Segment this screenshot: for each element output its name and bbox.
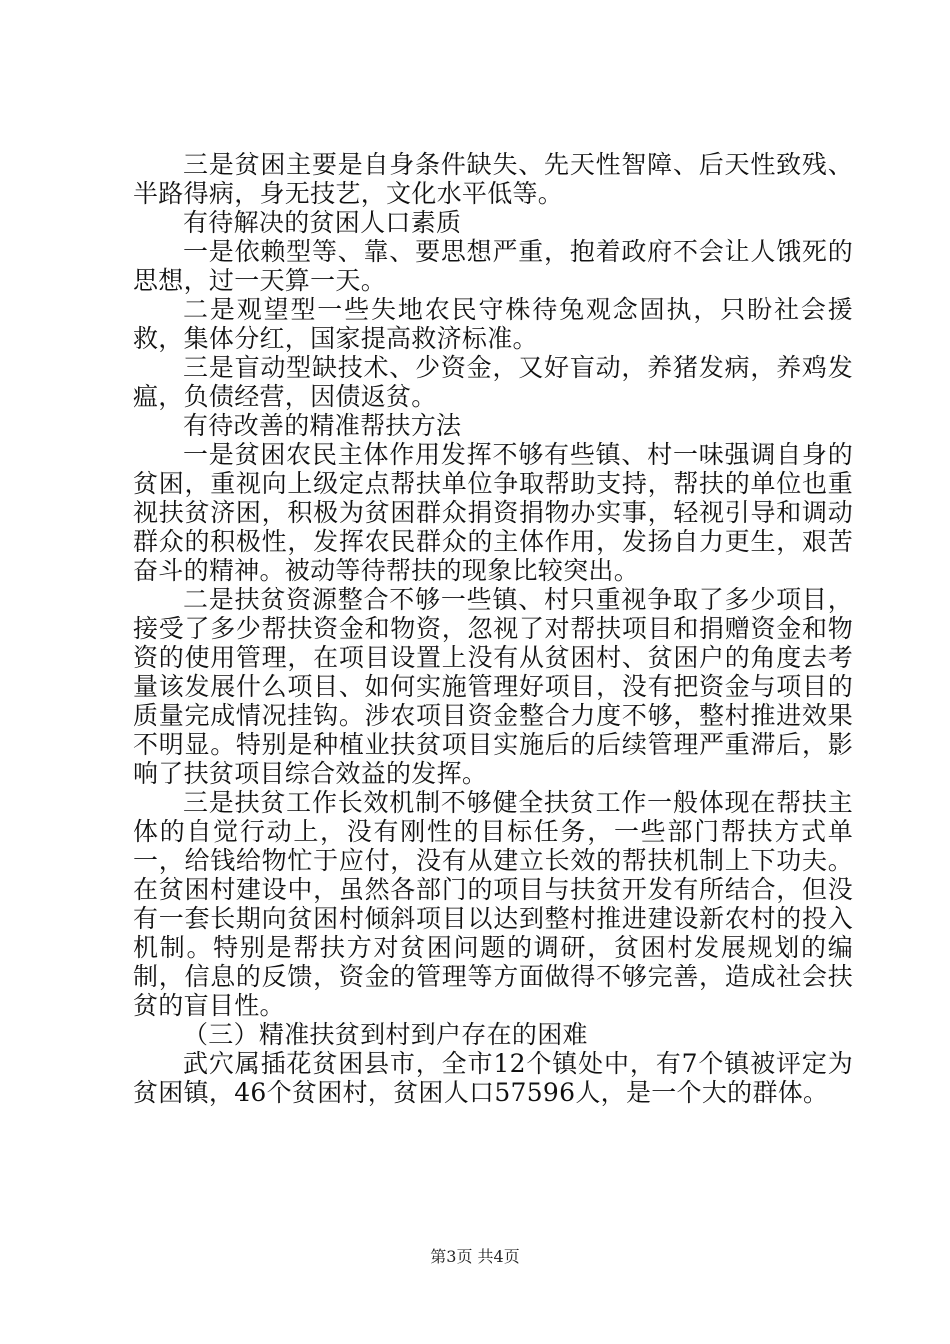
paragraph: 一是贫困农民主体作用发挥不够有些镇、村一味强调自身的贫困，重视向上级定点帮扶单位争取帮助支持，帮扶的单位也重视扶贫济困，积极为贫困群众捐资捐物办实事，轻视引导和调动群众的积极性，发挥农民群众的主体作用，发扬自力更生，艰苦奋斗的精神。被动等待帮扶的现象比较突出。 xyxy=(133,440,853,585)
paragraph: 三是贫困主要是自身条件缺失、先天性智障、后天性致残、半路得病，身无技艺，文化水平低等。 xyxy=(133,150,853,208)
section-heading: （三）精准扶贫到村到户存在的困难 xyxy=(183,1020,588,1049)
page-number-footer: 第3页 共4页 xyxy=(430,1247,520,1266)
paragraph: 二是扶贫资源整合不够一些镇、村只重视争取了多少项目，接受了多少帮扶资金和物资，忽视了对帮扶项目和捐赠资金和物资的使用管理，在项目设置上没有从贫困村、贫困户的角度去考量该发展什么项目、如何实施管理好项目，没有把资金与项目的质量完成情况挂钩。涉农项目资金整合力度不够，整村推进效果不明显。特别是种植业扶贫项目实施后的后续管理严重滞后，影响了扶贫项目综合效益的发挥。 xyxy=(133,585,853,788)
paragraph: 二是观望型一些失地农民守株待兔观念固执，只盼社会援救，集体分红，国家提高救济标准。 xyxy=(133,295,853,353)
paragraph: 一是依赖型等、靠、要思想严重，抱着政府不会让人饿死的思想，过一天算一天。 xyxy=(133,237,853,295)
paragraph: 三是扶贫工作长效机制不够健全扶贫工作一般体现在帮扶主体的自觉行动上，没有刚性的目标任务，一些部门帮扶方式单一，给钱给物忙于应付，没有从建立长效的帮扶机制上下功夫。在贫困村建设中，虽然各部门的项目与扶贫开发有所结合，但没有一套长期向贫困村倾斜项目以达到整村推进建设新农村的投入机制。特别是帮扶方对贫困问题的调研，贫困村发展规划的编制，信息的反馈，资金的管理等方面做得不够完善，造成社会扶贫的盲目性。 xyxy=(133,788,853,1020)
section-heading: 有待解决的贫困人口素质 xyxy=(183,208,462,237)
document-body xyxy=(133,150,853,1107)
paragraph: 三是盲动型缺技术、少资金，又好盲动，养猪发病，养鸡发瘟，负债经营，因债返贫。 xyxy=(133,353,853,411)
paragraph: 武穴属插花贫困县市，全市12个镇处中，有7个镇被评定为贫困镇，46个贫困村，贫困人口57596人，是一个大的群体。 xyxy=(133,1049,853,1107)
section-heading: 有待改善的精准帮扶方法 xyxy=(183,411,462,440)
